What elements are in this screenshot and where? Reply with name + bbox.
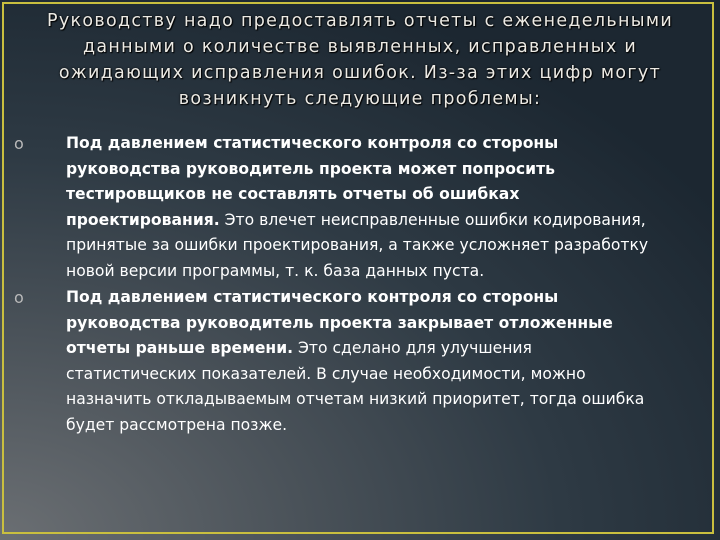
bullet-body-text: Это влечет неисправленные ошибки кодирования, принятые за ошибки проектирования, а также усложняет разработку новой версии программы, т. к. база данных пуста. (66, 210, 649, 280)
slide-title: Руководству надо предоставлять отчеты с еженедельными данными о количестве выявленных, исправленных и ожидающих исправления ошибок. Из-за этих цифр могут возникнуть следующие проблемы: (46, 11, 674, 109)
bullet-emphasis-text: Под давлением статистического контроля со стороны руководства руководитель проекта закрывает отложенные отчеты раньше времени. (66, 288, 613, 357)
bullet-marker-icon: o (14, 288, 24, 307)
bullet-item (14, 285, 664, 438)
bullet-emphasis-text: Под давлением статистического контроля со стороны руководства руководитель проекта может попросить тестировщиков не составлять отчеты об ошибках проектирования. (66, 134, 559, 229)
bullet-item (14, 131, 664, 284)
bullet-marker-icon: o (14, 134, 24, 153)
bullet-body-text: Это сделано для улучшения статистических показателей. В случае необходимости, можно назначить откладываемым отчетам низкий приоритет, тогда ошибка будет рассмотрена позже. (66, 339, 645, 434)
bullet-list (14, 131, 664, 439)
